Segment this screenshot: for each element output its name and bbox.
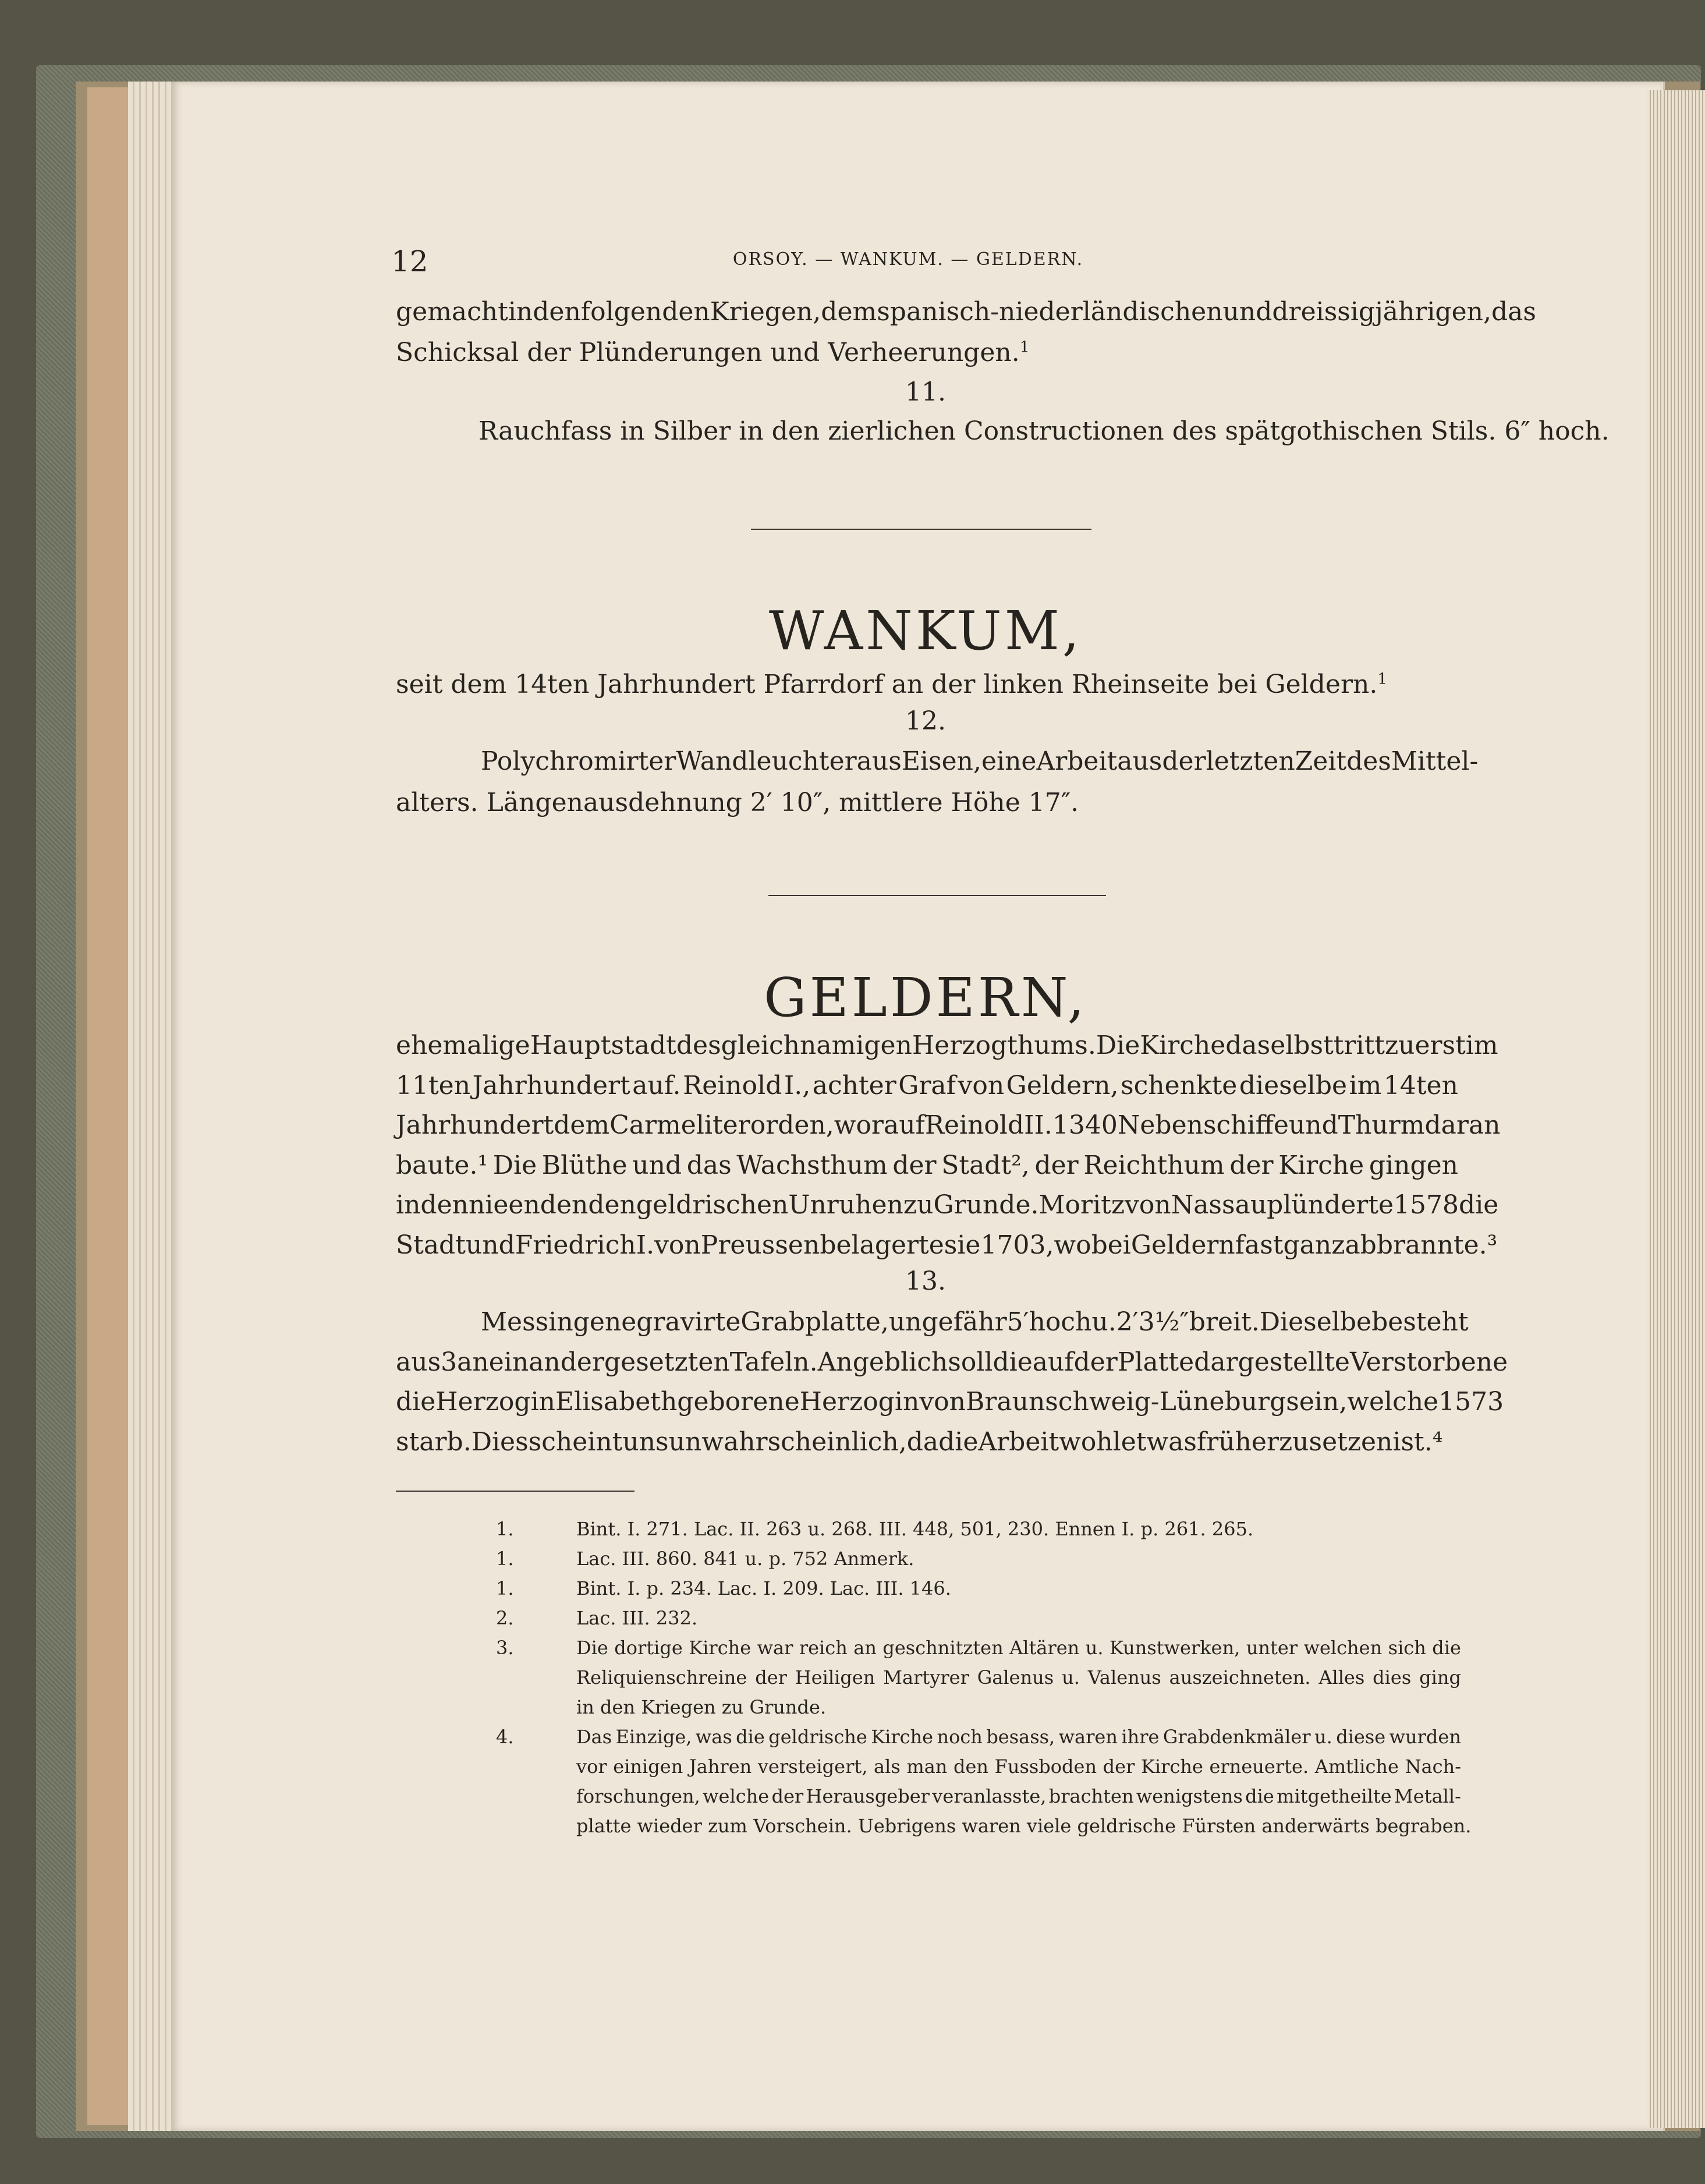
footnote-number: 1.: [496, 1548, 514, 1570]
footnote-line: Bint. I. p. 234. Lac. I. 209. Lac. III. 146.: [576, 1577, 951, 1599]
word: auf: [1032, 1347, 1074, 1377]
word: soll: [948, 1347, 993, 1377]
word: Dies: [471, 1426, 529, 1457]
word: des: [1346, 746, 1391, 776]
word: belagerte: [820, 1230, 944, 1260]
word: 1578: [1394, 1190, 1459, 1220]
word: Tafeln.: [729, 1347, 818, 1377]
word: sich: [1388, 1637, 1426, 1659]
word: auszeichneten.: [1169, 1666, 1311, 1689]
word: früher: [1196, 1426, 1279, 1457]
word: Kunstwerken,: [1109, 1637, 1240, 1659]
word: das: [686, 1150, 732, 1180]
word: Reichthum: [1083, 1150, 1225, 1180]
word: das: [1491, 297, 1536, 327]
word: in: [396, 1190, 421, 1220]
footnote-number: 2.: [496, 1607, 514, 1629]
word: forschungen,: [576, 1785, 700, 1807]
word: Stadt²,: [941, 1150, 1030, 1180]
word: was: [695, 1726, 732, 1748]
word: auf.: [632, 1070, 681, 1100]
word: Polychromirter: [481, 746, 676, 776]
word: 1340: [1052, 1110, 1118, 1140]
footnote-ref: 1: [1019, 338, 1030, 356]
item-13-line: [396, 1347, 1508, 1377]
footnote-number: 1.: [496, 1518, 514, 1540]
word: und: [632, 1150, 682, 1180]
word: versteigert,: [757, 1755, 868, 1778]
word: den: [533, 297, 581, 327]
word: daselbst: [1225, 1031, 1334, 1060]
word: Messingene: [481, 1307, 637, 1337]
wankum-subtitle: [396, 670, 1387, 699]
word: Kirche: [689, 1637, 752, 1659]
word: ging: [1419, 1666, 1461, 1689]
footnote-line: in den Kriegen zu Grunde.: [576, 1696, 827, 1718]
word: Verstorbene: [1349, 1347, 1508, 1377]
word: dies: [1373, 1666, 1412, 1689]
word: uns: [622, 1426, 669, 1457]
word: Metall-: [1394, 1785, 1461, 1807]
word: Galenus: [977, 1666, 1054, 1689]
word: breit.: [1189, 1307, 1260, 1337]
word: Die: [1096, 1031, 1140, 1060]
word: geldrische: [768, 1726, 867, 1748]
word: Jahrhundert: [396, 1110, 554, 1140]
word: I.,: [784, 1070, 811, 1100]
word: Herzogthums.: [912, 1031, 1096, 1060]
word: Preussen: [700, 1230, 820, 1260]
word: die: [1245, 1785, 1274, 1807]
geldern-line: [396, 1071, 1458, 1100]
item-number-11: 11.: [905, 377, 946, 407]
word: im: [1349, 1070, 1382, 1100]
word: Die: [492, 1150, 537, 1180]
word: abbrannte.³: [1345, 1230, 1498, 1260]
word: waren: [1058, 1726, 1118, 1748]
footnote-line: Bint. I. 271. Lac. II. 263 u. 268. III. 448, 501, 230. Ennen I. p. 261. 265.: [576, 1518, 1254, 1540]
word: von: [958, 1070, 1005, 1100]
word: Alles: [1318, 1666, 1365, 1689]
word: hoch: [1029, 1307, 1092, 1337]
word: daran: [1424, 1110, 1501, 1140]
word: diese: [1336, 1726, 1386, 1748]
section-divider: [768, 895, 1106, 896]
word: Wandleuchter: [676, 746, 857, 776]
word: da: [906, 1426, 939, 1457]
word: letzten: [1206, 746, 1295, 776]
word: ungefähr: [888, 1307, 1007, 1337]
word: Arbeit: [1036, 746, 1118, 776]
word: plünderte: [1267, 1190, 1394, 1220]
footnote-line: Lac. III. 232.: [576, 1607, 698, 1629]
word: Herzogin: [435, 1387, 555, 1417]
word: spanisch-niederländischen: [877, 297, 1223, 327]
word: der: [1073, 1347, 1118, 1377]
word: etwas: [1121, 1426, 1197, 1457]
word: dem: [821, 297, 877, 327]
word: man: [906, 1755, 948, 1778]
word: erneuerte.: [1209, 1755, 1309, 1778]
item-13-line: [396, 1387, 1504, 1417]
word: tritt: [1333, 1031, 1385, 1060]
word: Stadt: [396, 1230, 466, 1260]
word: dortige: [614, 1637, 683, 1659]
fore-edge: [1647, 90, 1705, 2128]
word: Grunde.: [933, 1190, 1039, 1220]
item-number-13: 13.: [905, 1266, 946, 1296]
word: einigen: [613, 1755, 683, 1778]
item-13-line: [396, 1426, 1443, 1457]
word: eine: [981, 746, 1037, 776]
word: und: [1222, 297, 1272, 327]
word: Angeblich: [817, 1347, 948, 1377]
word: Valenus: [1087, 1666, 1161, 1689]
word: von: [654, 1230, 701, 1260]
word: Blüthe: [541, 1150, 628, 1180]
running-head: ORSOY. — WANKUM. — GELDERN.: [732, 249, 1084, 270]
footnote-line: Lac. III. 860. 841 u. p. 752 Anmerk.: [576, 1548, 914, 1570]
word: dieselbe: [1239, 1070, 1348, 1100]
word: zu: [1279, 1426, 1309, 1457]
item-12-line-1: [481, 746, 1479, 776]
geldern-line: [396, 1031, 1498, 1060]
word: II.: [1024, 1110, 1052, 1140]
geldern-line: [396, 1230, 1498, 1260]
word: Mittel-: [1391, 746, 1479, 776]
word: Thurm: [1338, 1110, 1425, 1140]
word: I.: [636, 1230, 655, 1260]
word: Kirche: [871, 1726, 934, 1748]
word: der: [755, 1666, 787, 1689]
word: dreissigjährigen,: [1272, 297, 1491, 327]
word: Moritz: [1038, 1190, 1125, 1220]
word: der: [1103, 1755, 1135, 1778]
word: Nebenschiffe: [1117, 1110, 1289, 1140]
word: 2′: [1116, 1307, 1139, 1337]
footnote-line: [576, 1755, 1461, 1778]
word: Hauptstadt: [530, 1031, 676, 1060]
word: die: [396, 1387, 436, 1417]
section-title-wankum: WANKUM,: [768, 600, 1083, 662]
word: Unruhen: [788, 1190, 903, 1220]
word: 1703,: [980, 1230, 1054, 1260]
word: Reinold: [683, 1070, 782, 1100]
word: die: [1432, 1637, 1461, 1659]
word: u.: [1062, 1666, 1080, 1689]
word: Amtliche: [1314, 1755, 1399, 1778]
word: aus: [856, 746, 902, 776]
word: Kriegen,: [710, 297, 821, 327]
word: den: [953, 1755, 989, 1778]
word: setzen: [1309, 1426, 1393, 1457]
word: 3: [441, 1347, 458, 1377]
word: Arbeit: [978, 1426, 1059, 1457]
word: der: [771, 1785, 804, 1807]
wankum-subtitle-text: seit dem 14ten Jahrhundert Pfarrdorf an der linken Rheinseite bei Geldern.: [396, 670, 1378, 699]
geldern-line: [396, 1190, 1499, 1220]
word: Carmeliterorden,: [609, 1110, 834, 1140]
word: als: [874, 1755, 901, 1778]
word: besteht: [1371, 1307, 1469, 1337]
geldern-line: [396, 1110, 1501, 1140]
word: dargestellte: [1194, 1347, 1350, 1377]
footnote-line: [576, 1726, 1461, 1748]
word: Graf: [898, 1070, 956, 1100]
word: die: [992, 1347, 1033, 1377]
word: vor: [576, 1755, 607, 1778]
word: Jahrhundert: [472, 1070, 630, 1100]
word: aneinandergesetzten: [457, 1347, 730, 1377]
word: Wachsthum: [736, 1150, 888, 1180]
word: Platte: [1117, 1347, 1194, 1377]
word: die: [736, 1726, 765, 1748]
word: 14ten: [1383, 1070, 1458, 1100]
word: 5′: [1006, 1307, 1029, 1337]
word: des: [676, 1031, 721, 1060]
footnote-line: [576, 1666, 1461, 1689]
item-12-line-2: alters. Längenausdehnung 2′ 10″, mittlere Höhe 17″.: [396, 788, 1079, 817]
word: brachten: [1048, 1785, 1134, 1807]
word: Martyrer: [883, 1666, 969, 1689]
word: Reliquienschreine: [576, 1666, 747, 1689]
word: reich: [799, 1637, 848, 1659]
word: gravirte: [636, 1307, 741, 1337]
word: geldrischen: [636, 1190, 789, 1220]
word: die: [938, 1426, 979, 1457]
word: zu: [903, 1190, 934, 1220]
word: ehemalige: [396, 1031, 530, 1060]
word: Nach-: [1405, 1755, 1461, 1778]
section-divider: [751, 529, 1091, 530]
word: dem: [554, 1110, 610, 1140]
item-13-line: [481, 1307, 1469, 1337]
word: veranlasste,: [932, 1785, 1047, 1807]
word: Heiligen: [795, 1666, 875, 1689]
word: nie: [468, 1190, 509, 1220]
word: wenigstens: [1136, 1785, 1243, 1807]
footnote-divider: [396, 1491, 634, 1492]
word: sie: [944, 1230, 981, 1260]
geldern-line: [396, 1151, 1458, 1180]
word: im: [1465, 1031, 1498, 1060]
word: Das: [576, 1726, 612, 1748]
word: und: [465, 1230, 515, 1260]
word: unwahrscheinlich,: [668, 1426, 907, 1457]
word: die: [1459, 1190, 1499, 1220]
word: worauf: [834, 1110, 925, 1140]
word: Fussboden: [994, 1755, 1097, 1778]
word: geborene: [677, 1387, 800, 1417]
word: wobei: [1054, 1230, 1131, 1260]
intro-line-1: [396, 297, 1536, 327]
word: aus: [1117, 746, 1162, 776]
item-11-text: Rauchfass in Silber in den zierlichen Constructionen des spätgothischen Stils. 6″ hoch.: [478, 416, 1610, 446]
word: Herzogin: [799, 1387, 920, 1417]
word: Die: [576, 1637, 608, 1659]
word: an: [853, 1637, 877, 1659]
word: welchen: [1303, 1637, 1383, 1659]
footnote-number: 1.: [496, 1577, 514, 1599]
word: 11ten: [396, 1070, 471, 1100]
word: der: [1034, 1150, 1079, 1180]
word: der: [1229, 1150, 1274, 1180]
word: Jahren: [689, 1755, 752, 1778]
word: folgenden: [580, 297, 710, 327]
word: Zeit: [1295, 746, 1347, 776]
word: welche: [703, 1785, 770, 1807]
intro-line-2-text: Schicksal der Plünderungen und Verheerungen.: [396, 338, 1020, 367]
word: welche: [1347, 1387, 1439, 1417]
item-number-12: 12.: [905, 706, 946, 736]
word: ihre: [1121, 1726, 1160, 1748]
word: Kirche: [1141, 1755, 1203, 1778]
word: Altären: [1009, 1637, 1080, 1659]
word: achter: [812, 1070, 896, 1100]
word: fast: [1235, 1230, 1284, 1260]
word: von: [919, 1387, 966, 1417]
word: gemacht: [396, 297, 508, 327]
word: Einzige,: [615, 1726, 692, 1748]
word: wurden: [1389, 1726, 1461, 1748]
word: Geldern,: [1006, 1070, 1119, 1100]
footnote-line: [576, 1637, 1461, 1659]
word: Elisabeth: [555, 1387, 678, 1417]
word: Kirche: [1140, 1031, 1226, 1060]
word: wohl: [1059, 1426, 1121, 1457]
word: geschnitzten: [882, 1637, 1004, 1659]
word: besass,: [986, 1726, 1055, 1748]
word: endenden: [508, 1190, 636, 1220]
word: in: [508, 297, 533, 327]
word: Reinold: [924, 1110, 1025, 1140]
word: Friedrich: [515, 1230, 636, 1260]
word: 1573: [1438, 1387, 1504, 1417]
word: mitgetheilte: [1277, 1785, 1392, 1807]
word: noch: [937, 1726, 983, 1748]
word: baute.¹: [396, 1150, 488, 1180]
word: sein,: [1286, 1387, 1348, 1417]
word: gingen: [1369, 1150, 1458, 1180]
footnote-line: [576, 1785, 1461, 1807]
word: Dieselbe: [1259, 1307, 1372, 1337]
word: starb.: [396, 1426, 472, 1457]
word: u.: [1085, 1637, 1104, 1659]
word: ist.⁴: [1392, 1426, 1443, 1457]
word: Herausgeber: [806, 1785, 930, 1807]
word: schenkte: [1121, 1070, 1238, 1100]
word: aus: [396, 1347, 441, 1377]
footnote-number: 4.: [496, 1726, 514, 1748]
word: Braunschweig-Lüneburg: [966, 1387, 1286, 1417]
word: Nassau: [1171, 1190, 1267, 1220]
word: unter: [1246, 1637, 1298, 1659]
word: Grabplatte,: [740, 1307, 889, 1337]
word: zuerst: [1384, 1031, 1466, 1060]
word: Eisen,: [901, 746, 981, 776]
word: scheint: [528, 1426, 623, 1457]
word: u.: [1091, 1307, 1116, 1337]
page-number: 12: [391, 245, 428, 278]
word: der: [1162, 746, 1206, 776]
footnote-line: platte wieder zum Vorschein. Uebrigens waren viele geldrische Fürsten anderwärts begraben.: [576, 1815, 1472, 1837]
word: Geldern: [1130, 1230, 1235, 1260]
word: 3½″: [1138, 1307, 1189, 1337]
word: Grabdenkmäler: [1162, 1726, 1311, 1748]
word: den: [420, 1190, 469, 1220]
word: Kirche: [1278, 1150, 1364, 1180]
word: und: [1288, 1110, 1338, 1140]
section-title-geldern: GELDERN,: [764, 967, 1087, 1029]
word: war: [757, 1637, 793, 1659]
word: gleichnamigen: [721, 1031, 912, 1060]
intro-line-2: [396, 338, 1029, 367]
footnote-ref: 1: [1377, 670, 1388, 688]
word: u.: [1314, 1726, 1332, 1748]
footnote-number: 3.: [496, 1637, 514, 1659]
word: ganz: [1283, 1230, 1345, 1260]
word: der: [892, 1150, 937, 1180]
word: von: [1125, 1190, 1171, 1220]
